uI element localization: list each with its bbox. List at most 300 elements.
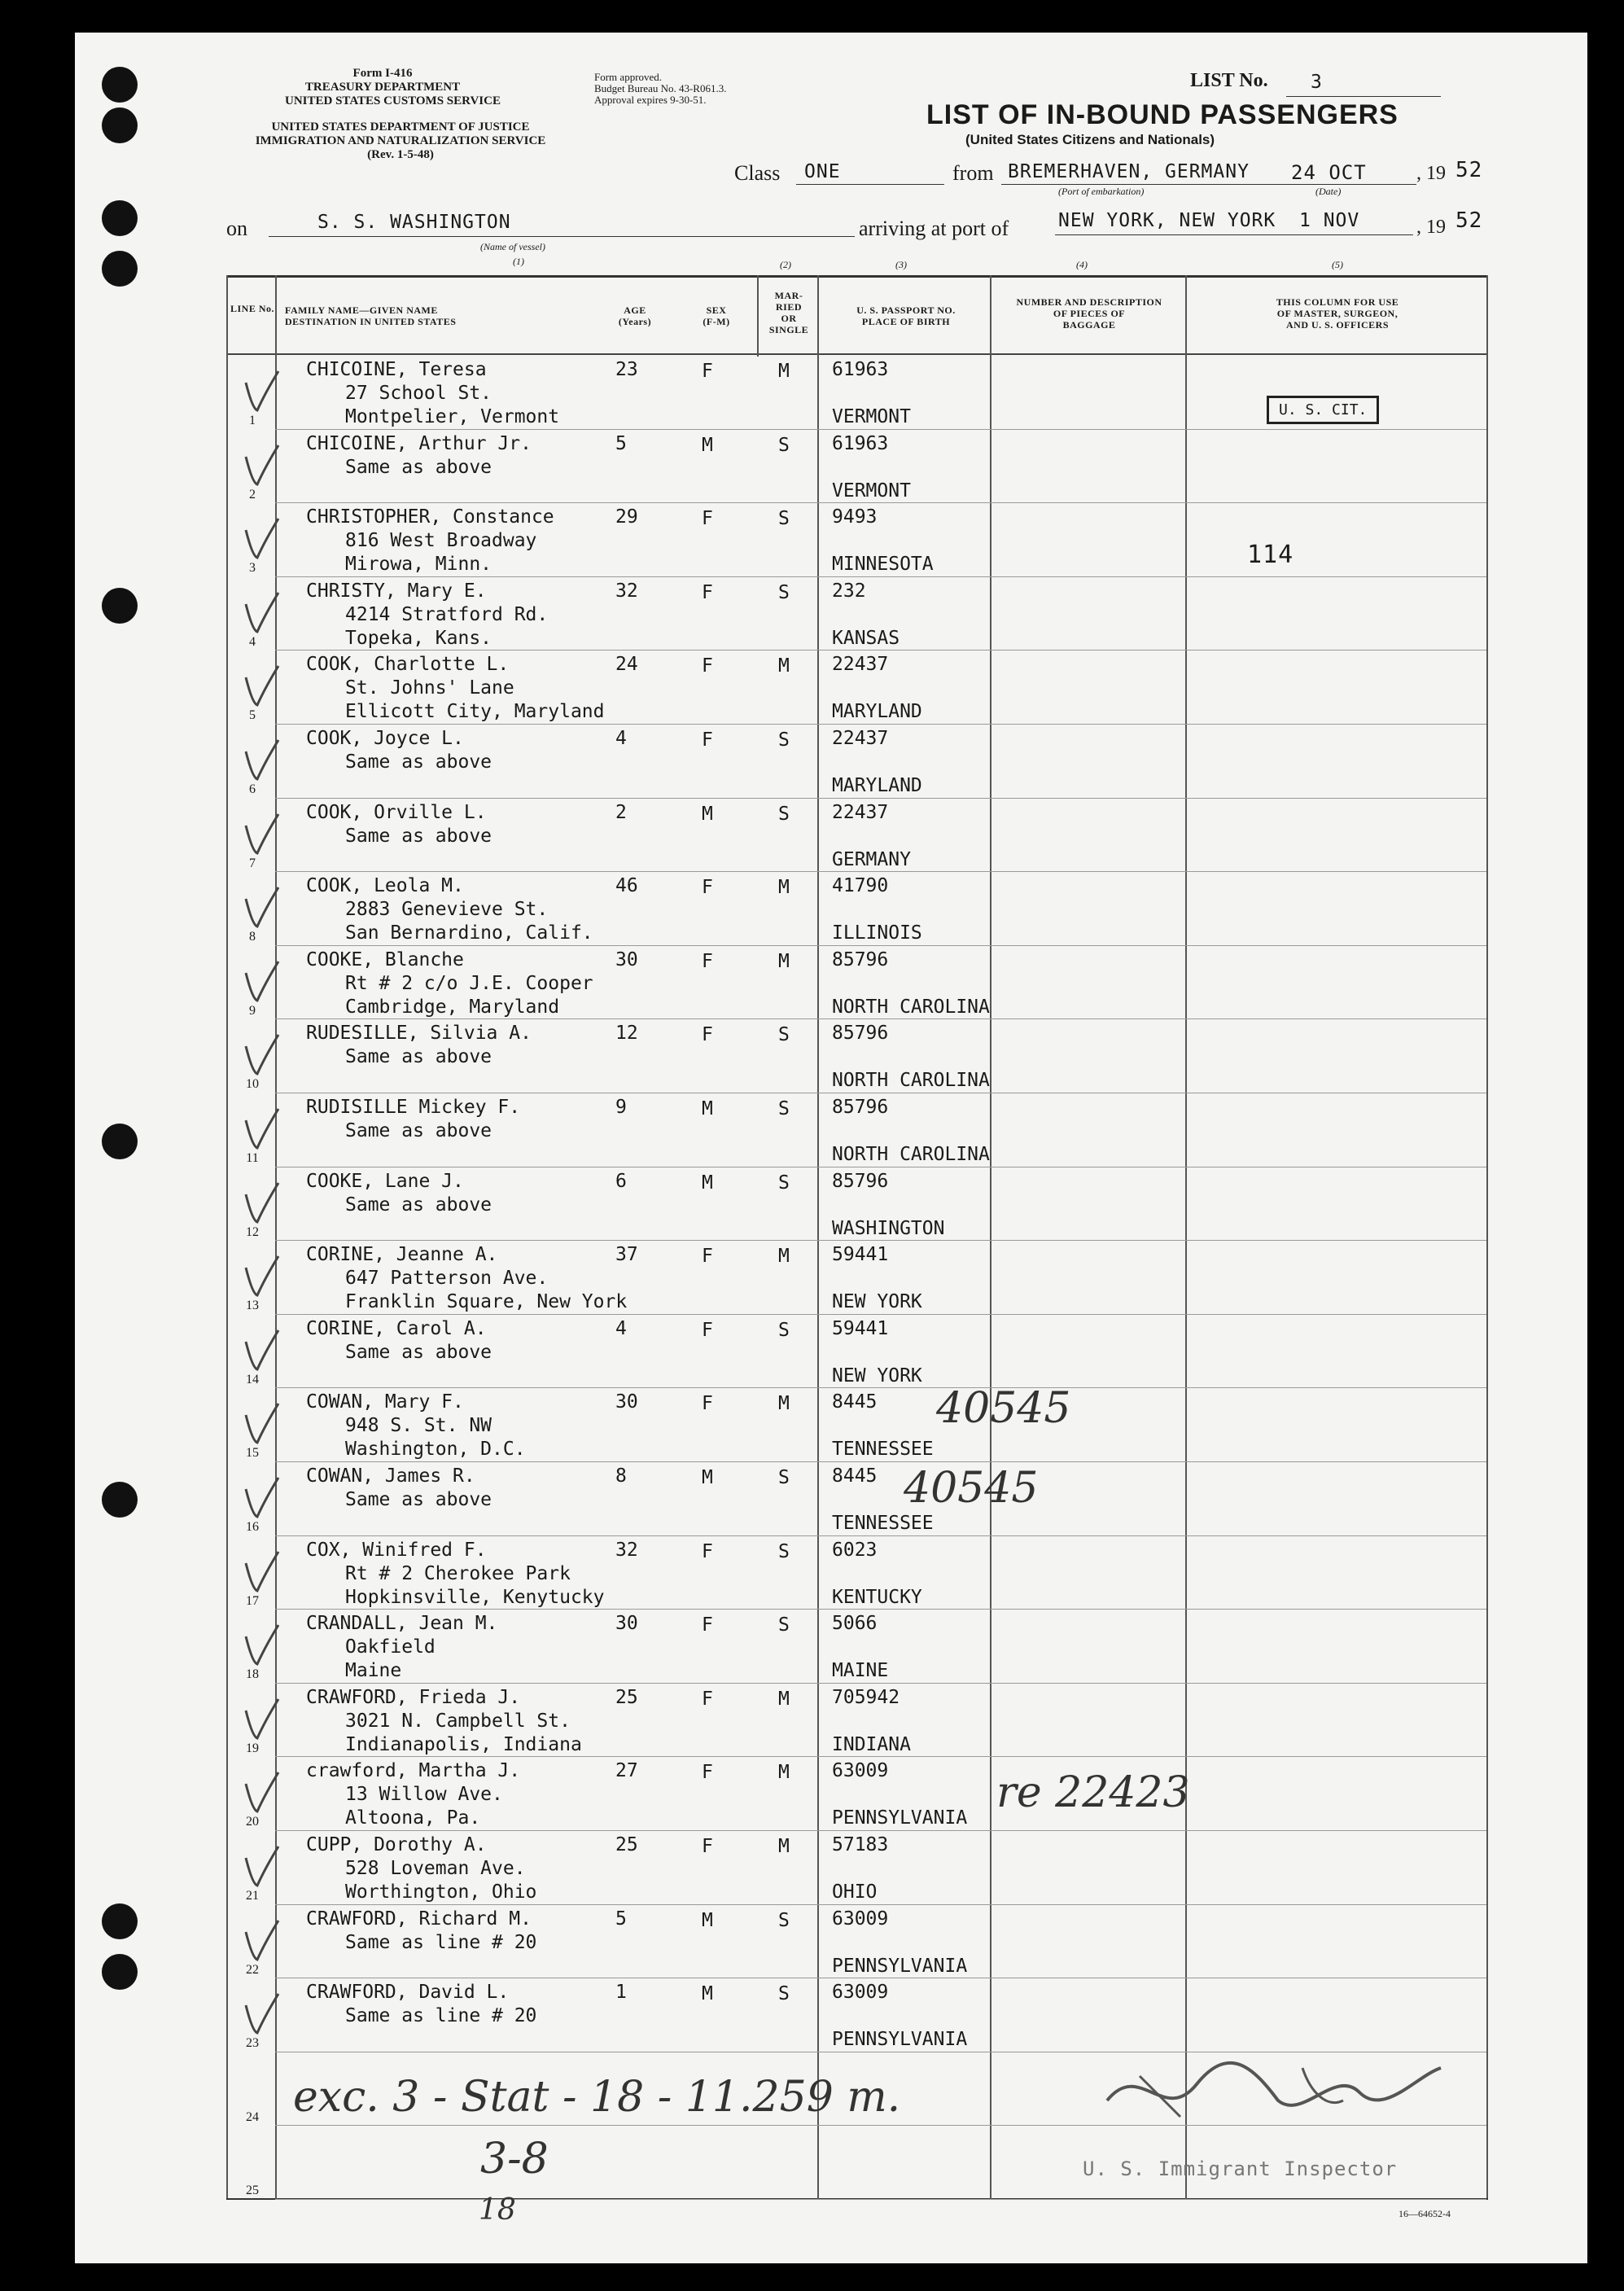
passenger-sex: F: [702, 655, 713, 677]
passenger-address-2: Mirowa, Minn.: [345, 554, 492, 576]
place-of-birth: ILLINOIS: [832, 922, 922, 944]
passenger-sex: F: [702, 361, 713, 382]
passenger-name: CRAWFORD, Frieda J.: [306, 1686, 521, 1708]
passenger-marital-status: M: [778, 1393, 790, 1415]
passenger-sex: F: [702, 1319, 713, 1341]
passenger-address-2: Franklin Square, New York: [345, 1291, 628, 1313]
passenger-name: COWAN, Mary F.: [306, 1391, 464, 1413]
handwritten-passport-correction-15: 40545: [936, 1384, 1071, 1433]
passenger-name: CHICOINE, Arthur Jr.: [306, 432, 532, 454]
passenger-address-1: 13 Willow Ave.: [345, 1784, 503, 1806]
place-of-birth: MAINE: [832, 1660, 889, 1682]
binder-hole: [102, 1903, 138, 1939]
passport-number: 85796: [832, 1170, 889, 1192]
place-of-birth: WASHINGTON: [832, 1217, 945, 1239]
page-title: LIST OF IN-BOUND PASSENGERS: [926, 99, 1399, 130]
passenger-sex: M: [702, 1172, 713, 1194]
passenger-marital-status: S: [778, 1172, 790, 1194]
header-name: FAMILY NAME—GIVEN NAME DESTINATION IN UNITED STATES: [285, 304, 457, 327]
page-subtitle: (United States Citizens and Nationals): [965, 132, 1215, 147]
passenger-marital-status: S: [778, 1319, 790, 1341]
passport-number: 6023: [832, 1539, 878, 1561]
place-of-birth: PENNSYLVANIA: [832, 1955, 968, 1977]
passenger-address-2: Cambridge, Maryland: [345, 996, 560, 1018]
passenger-address-2: Ellicott City, Maryland: [345, 701, 605, 723]
place-of-birth: NEW YORK: [832, 1291, 922, 1313]
passenger-age: 5: [615, 1908, 627, 1930]
row-divider: [275, 576, 1486, 577]
inspector-signature: [1091, 2044, 1449, 2133]
arrival-port: NEW YORK, NEW YORK: [1058, 210, 1276, 231]
passport-number: 9493: [832, 506, 878, 528]
row-line-number: 10: [246, 1077, 259, 1092]
passport-number: 5066: [832, 1613, 878, 1635]
on-label: on: [226, 217, 247, 240]
year-prefix-2: , 19: [1416, 217, 1446, 238]
passenger-address-1: Same as above: [345, 751, 492, 773]
header-line-no: LINE No.: [230, 303, 274, 314]
row-divider: [275, 1018, 1486, 1019]
passenger-marital-status: M: [778, 950, 790, 972]
place-of-birth: PENNSYLVANIA: [832, 1807, 968, 1829]
row-line-number: 25: [246, 2184, 259, 2198]
col-num-3: (3): [895, 259, 907, 270]
passenger-age: 46: [615, 875, 638, 897]
place-of-birth: OHIO: [832, 1881, 878, 1903]
row-line-number: 15: [246, 1446, 259, 1461]
passenger-age: 1: [615, 1982, 627, 2004]
passenger-address-2: Montpelier, Vermont: [345, 406, 560, 427]
header-age: AGE (Years): [618, 304, 652, 327]
row-line-number: 2: [249, 487, 256, 502]
place-of-birth: INDIANA: [832, 1733, 911, 1755]
date-caption: (Date): [1315, 186, 1342, 197]
agency-block: UNITED STATES DEPARTMENT OF JUSTICE IMMIGRATION AND NATURALIZATION SERVICE (Rev. 1-5-48): [255, 120, 546, 161]
row-line-number: 7: [249, 856, 256, 870]
passenger-name: COX, Winifred F.: [306, 1539, 487, 1561]
row-line-number: 21: [246, 1889, 259, 1903]
col-divider-name: [757, 275, 759, 357]
passenger-marital-status: M: [778, 655, 790, 677]
passenger-address-2: Maine: [345, 1660, 402, 1682]
row-divider: [275, 1461, 1486, 1462]
passenger-age: 12: [615, 1023, 638, 1045]
passenger-name: CORINE, Jeanne A.: [306, 1244, 498, 1266]
passport-number: 63009: [832, 1760, 889, 1782]
passenger-marital-status: S: [778, 1909, 790, 1931]
place-of-birth: NEW YORK: [832, 1365, 922, 1386]
form-block: Form I-416 TREASURY DEPARTMENT UNITED STATES CUSTOMS SERVICE: [285, 67, 501, 107]
passenger-sex: F: [702, 581, 713, 603]
row-divider: [275, 1683, 1486, 1684]
year-value-1: 52: [1455, 158, 1483, 182]
passenger-address-1: Rt # 2 c/o J.E. Cooper: [345, 972, 593, 994]
row-line-number: 4: [249, 634, 256, 649]
passenger-address-1: Same as above: [345, 825, 492, 847]
passenger-address-2: Washington, D.C.: [345, 1439, 526, 1461]
passenger-name: RUDESILLE, Silvia A.: [306, 1023, 532, 1045]
row-divider: [275, 1756, 1486, 1757]
passenger-name: COOKE, Blanche: [306, 948, 464, 970]
passenger-marital-status: M: [778, 1762, 790, 1784]
row-divider: [275, 724, 1486, 725]
handwritten-passport-correction-16: 40545: [904, 1464, 1039, 1513]
passenger-age: 25: [615, 1834, 638, 1855]
handwritten-bottom-note: 3-8: [480, 2135, 549, 2184]
row-line-number: 13: [246, 1299, 259, 1313]
passenger-age: 37: [615, 1244, 638, 1266]
check-mark-icon: [241, 515, 282, 564]
list-no-value: 3: [1311, 72, 1323, 93]
row-divider: [275, 1535, 1486, 1536]
passenger-count: 114: [1247, 541, 1294, 569]
passenger-address-1: Same as above: [345, 1120, 492, 1141]
check-mark-icon: [241, 958, 282, 1007]
header-baggage: NUMBER AND DESCRIPTION OF PIECES OF BAGGAGE: [1016, 296, 1162, 331]
passport-number: 8445: [832, 1391, 878, 1413]
passenger-marital-status: S: [778, 729, 790, 751]
passenger-name: CUPP, Dorothy A.: [306, 1834, 487, 1855]
row-line-number: 22: [246, 1962, 259, 1977]
row-divider: [275, 1609, 1486, 1610]
passenger-sex: F: [702, 877, 713, 899]
passenger-name: COOK, Orville L.: [306, 801, 487, 823]
col-divider-passport: [990, 275, 991, 2200]
passenger-name: CHRISTOPHER, Constance: [306, 506, 554, 528]
row-line-number: 11: [246, 1151, 259, 1165]
passenger-sex: F: [702, 950, 713, 972]
vessel-col-num: (1): [513, 256, 524, 267]
row-line-number: 3: [249, 561, 256, 576]
passenger-marital-status: M: [778, 877, 790, 899]
check-mark-icon: [241, 1843, 282, 1892]
passenger-sex: F: [702, 1688, 713, 1710]
passenger-name: CHICOINE, Teresa: [306, 359, 487, 380]
passenger-address-1: Same as above: [345, 1489, 492, 1510]
port-caption: (Port of embarkation): [1058, 186, 1145, 197]
passenger-name: COWAN, James R.: [306, 1465, 475, 1487]
check-mark-icon: [241, 1917, 282, 1966]
place-of-birth: KANSAS: [832, 627, 900, 649]
row-divider: [275, 1830, 1486, 1831]
passenger-name: CORINE, Carol A.: [306, 1317, 487, 1339]
handwritten-bottom-number: 18: [479, 2193, 516, 2227]
place-of-birth: TENNESSEE: [832, 1439, 934, 1461]
passport-number: 22437: [832, 654, 889, 676]
passenger-address-2: Worthington, Ohio: [345, 1881, 537, 1903]
passenger-age: 24: [615, 654, 638, 676]
check-mark-icon: [241, 1400, 282, 1449]
binder-hole: [102, 1954, 138, 1990]
check-mark-icon: [241, 811, 282, 860]
passenger-address-1: 647 Patterson Ave.: [345, 1268, 549, 1290]
passenger-age: 23: [615, 359, 638, 380]
manifest-sheet: [75, 33, 1587, 2263]
passenger-age: 5: [615, 432, 627, 454]
passenger-address-2: Topeka, Kans.: [345, 627, 492, 649]
passenger-address-2: Hopkinsville, Kenytucky: [345, 1586, 605, 1608]
passenger-address-1: Oakfield: [345, 1636, 436, 1658]
header-passport: U. S. PASSPORT NO. PLACE OF BIRTH: [856, 304, 956, 327]
passenger-address-2: San Bernardino, Calif.: [345, 922, 593, 944]
row-line-number: 8: [249, 930, 256, 944]
inspector-caption: U. S. Immigrant Inspector: [1083, 2157, 1398, 2180]
header-officers: THIS COLUMN FOR USE OF MASTER, SURGEON, AND U. S. OFFICERS: [1276, 296, 1399, 331]
passenger-name: crawford, Martha J.: [306, 1760, 521, 1782]
from-underline: [1001, 184, 1286, 185]
class-underline: [796, 184, 944, 185]
row-divider: [275, 1387, 1486, 1388]
check-mark-icon: [241, 368, 282, 417]
passport-number: 8445: [832, 1465, 878, 1487]
passenger-address-2: Altoona, Pa.: [345, 1807, 481, 1829]
binder-hole: [102, 107, 138, 143]
class-value: ONE: [804, 161, 841, 182]
row-line-number: 14: [246, 1372, 259, 1386]
place-of-birth: KENTUCKY: [832, 1586, 922, 1608]
place-of-birth: NORTH CAROLINA: [832, 996, 990, 1018]
check-mark-icon: [241, 1622, 282, 1671]
passport-number: 59441: [832, 1244, 889, 1266]
check-mark-icon: [241, 589, 282, 638]
col-num-4: (4): [1076, 259, 1088, 270]
passenger-sex: F: [702, 1540, 713, 1562]
passport-number: 61963: [832, 432, 889, 454]
passport-number: 85796: [832, 1097, 889, 1118]
passenger-name: COOK, Joyce L.: [306, 728, 464, 749]
passport-number: 57183: [832, 1834, 889, 1855]
row-line-number: 1: [249, 414, 256, 427]
passenger-age: 30: [615, 1613, 638, 1635]
passport-number: 63009: [832, 1982, 889, 2004]
check-mark-icon: [241, 1769, 282, 1818]
passenger-age: 30: [615, 948, 638, 970]
col-divider-baggage: [1185, 275, 1187, 2200]
passenger-address-1: Same as above: [345, 456, 492, 478]
passenger-sex: F: [702, 1836, 713, 1857]
passport-number: 85796: [832, 948, 889, 970]
list-no-label: LIST No.: [1190, 70, 1268, 91]
year-prefix-1: , 19: [1416, 163, 1446, 184]
place-of-birth: PENNSYLVANIA: [832, 2029, 968, 2051]
row-divider: [275, 871, 1486, 872]
passenger-marital-status: S: [778, 1024, 790, 1046]
handwritten-reference: re 22423: [996, 1768, 1190, 1817]
binder-hole: [102, 1482, 138, 1518]
passenger-address-1: Same as above: [345, 1046, 492, 1068]
row-divider: [275, 1240, 1486, 1241]
arrival-underline: [1055, 234, 1413, 235]
passenger-sex: F: [702, 1246, 713, 1268]
passenger-sex: M: [702, 803, 713, 825]
list-no-underline: [1286, 96, 1441, 97]
vessel-underline: [269, 236, 855, 237]
passenger-address-1: Rt # 2 Cherokee Park: [345, 1562, 571, 1584]
date-value: 24 OCT: [1291, 161, 1367, 184]
check-mark-icon: [241, 1991, 282, 2039]
row-line-number: 19: [246, 1741, 259, 1755]
place-of-birth: MINNESOTA: [832, 554, 934, 576]
passport-number: 22437: [832, 728, 889, 749]
passport-number: 705942: [832, 1686, 900, 1708]
row-divider: [275, 650, 1486, 651]
header-married: MAR- RIED OR SINGLE: [768, 290, 809, 335]
passenger-name: COOKE, Lane J.: [306, 1170, 464, 1192]
passenger-address-1: 27 School St.: [345, 383, 492, 404]
passenger-address-1: Same as above: [345, 1194, 492, 1216]
passenger-age: 25: [615, 1686, 638, 1708]
header-sex: SEX (F-M): [703, 304, 730, 327]
binder-hole: [102, 251, 138, 287]
passenger-name: CRANDALL, Jean M.: [306, 1613, 498, 1635]
place-of-birth: VERMONT: [832, 480, 911, 502]
passenger-marital-status: M: [778, 1836, 790, 1857]
place-of-birth: TENNESSEE: [832, 1513, 934, 1534]
passenger-sex: M: [702, 1467, 713, 1488]
from-label: from: [952, 161, 994, 185]
table-right-border: [1486, 275, 1488, 2200]
passenger-address-1: Same as line # 20: [345, 2005, 537, 2027]
binder-hole: [102, 67, 138, 103]
vessel-caption: (Name of vessel): [480, 241, 545, 252]
place-of-birth: NORTH CAROLINA: [832, 1070, 990, 1092]
check-mark-icon: [241, 1106, 282, 1154]
class-label: Class: [734, 161, 781, 185]
header-bottom-border: [226, 353, 1488, 355]
binder-hole: [102, 200, 138, 236]
arriving-label: arriving at port of: [859, 217, 1009, 240]
passenger-address-1: 528 Loveman Ave.: [345, 1858, 526, 1879]
passenger-age: 2: [615, 801, 627, 823]
passenger-address-1: 3021 N. Campbell St.: [345, 1710, 571, 1732]
passenger-sex: F: [702, 1393, 713, 1415]
passport-number: 59441: [832, 1317, 889, 1339]
passenger-age: 8: [615, 1465, 627, 1487]
passport-number: 61963: [832, 359, 889, 380]
passenger-address-1: 2883 Genevieve St.: [345, 899, 549, 921]
passenger-address-2: Indianapolis, Indiana: [345, 1733, 582, 1755]
passenger-age: 32: [615, 1539, 638, 1561]
row-line-number: 24: [246, 2109, 259, 2124]
passenger-marital-status: S: [778, 1540, 790, 1562]
passenger-age: 6: [615, 1170, 627, 1192]
passenger-sex: M: [702, 1909, 713, 1931]
place-of-birth: NORTH CAROLINA: [832, 1144, 990, 1165]
passenger-age: 4: [615, 728, 627, 749]
passport-number: 85796: [832, 1023, 889, 1045]
passenger-marital-status: S: [778, 1467, 790, 1488]
check-mark-icon: [241, 1327, 282, 1376]
passenger-age: 32: [615, 580, 638, 602]
binder-hole: [102, 588, 138, 624]
passenger-address-1: St. Johns' Lane: [345, 677, 514, 699]
passenger-marital-status: S: [778, 803, 790, 825]
passenger-sex: F: [702, 1614, 713, 1636]
passport-number: 41790: [832, 875, 889, 897]
passenger-age: 27: [615, 1760, 638, 1782]
passenger-marital-status: S: [778, 1098, 790, 1119]
row-line-number: 6: [249, 782, 256, 796]
passenger-sex: F: [702, 729, 713, 751]
row-divider: [275, 2199, 1486, 2200]
handwritten-summary: exc. 3 - Stat - 18 - 11.259 m.: [293, 2073, 901, 2122]
passenger-age: 9: [615, 1097, 627, 1118]
row-line-number: 20: [246, 1815, 259, 1829]
row-divider: [275, 945, 1486, 946]
row-line-number: 23: [246, 2036, 259, 2051]
citizen-stamp: U. S. CIT.: [1267, 396, 1379, 424]
row-divider: [275, 798, 1486, 799]
passenger-sex: M: [702, 434, 713, 456]
passenger-marital-status: S: [778, 434, 790, 456]
binder-hole: [102, 1124, 138, 1159]
passenger-age: 29: [615, 506, 638, 528]
passenger-name: COOK, Leola M.: [306, 875, 464, 897]
check-mark-icon: [241, 884, 282, 933]
approval-block: Form approved. Budget Bureau No. 43-R061.3. Approval expires 9-30-51.: [594, 71, 727, 106]
passenger-sex: F: [702, 1762, 713, 1784]
form-number: 16—64652-4: [1399, 2208, 1451, 2219]
place-of-birth: MARYLAND: [832, 701, 922, 723]
passenger-name: CRAWFORD, David L.: [306, 1982, 510, 2004]
passenger-name: CRAWFORD, Richard M.: [306, 1908, 532, 1930]
row-divider: [275, 1904, 1486, 1905]
check-mark-icon: [241, 1180, 282, 1229]
row-divider: [275, 1314, 1486, 1315]
passenger-name: RUDISILLE Mickey F.: [306, 1097, 521, 1118]
arrival-date: 1 NOV: [1299, 210, 1360, 231]
check-mark-icon: [241, 1549, 282, 1597]
row-divider: [275, 502, 1486, 503]
passport-number: 22437: [832, 801, 889, 823]
place-of-birth: VERMONT: [832, 406, 911, 427]
col-num-2: (2): [780, 259, 791, 270]
check-mark-icon: [241, 1253, 282, 1302]
check-mark-icon: [241, 442, 282, 491]
passport-number: 63009: [832, 1908, 889, 1930]
passenger-marital-status: S: [778, 508, 790, 530]
place-of-birth: MARYLAND: [832, 775, 922, 796]
passenger-marital-status: S: [778, 1983, 790, 2005]
passenger-marital-status: M: [778, 1246, 790, 1268]
passenger-sex: F: [702, 1024, 713, 1046]
vessel-name: S. S. WASHINGTON: [317, 212, 511, 233]
date-underline: [1286, 184, 1416, 185]
passenger-age: 30: [615, 1391, 638, 1413]
row-line-number: 16: [246, 1520, 259, 1534]
passenger-address-1: Same as line # 20: [345, 1931, 537, 1953]
row-line-number: 9: [249, 1003, 256, 1018]
passenger-sex: M: [702, 1983, 713, 2005]
passenger-address-1: 4214 Stratford Rd.: [345, 603, 549, 625]
check-mark-icon: [241, 663, 282, 712]
col-num-5: (5): [1332, 259, 1343, 270]
passenger-age: 4: [615, 1317, 627, 1339]
passenger-sex: M: [702, 1098, 713, 1119]
place-of-birth: GERMANY: [832, 848, 911, 870]
year-value-2: 52: [1455, 208, 1483, 233]
row-divider: [275, 429, 1486, 430]
passenger-marital-status: M: [778, 361, 790, 382]
check-mark-icon: [241, 1696, 282, 1745]
passenger-name: COOK, Charlotte L.: [306, 654, 510, 676]
passenger-address-1: 816 West Broadway: [345, 530, 537, 552]
from-value: BREMERHAVEN, GERMANY: [1008, 161, 1250, 182]
table-top-border: [226, 275, 1488, 278]
check-mark-icon: [241, 1032, 282, 1080]
passenger-address-1: Same as above: [345, 1341, 492, 1363]
row-line-number: 12: [246, 1224, 259, 1239]
